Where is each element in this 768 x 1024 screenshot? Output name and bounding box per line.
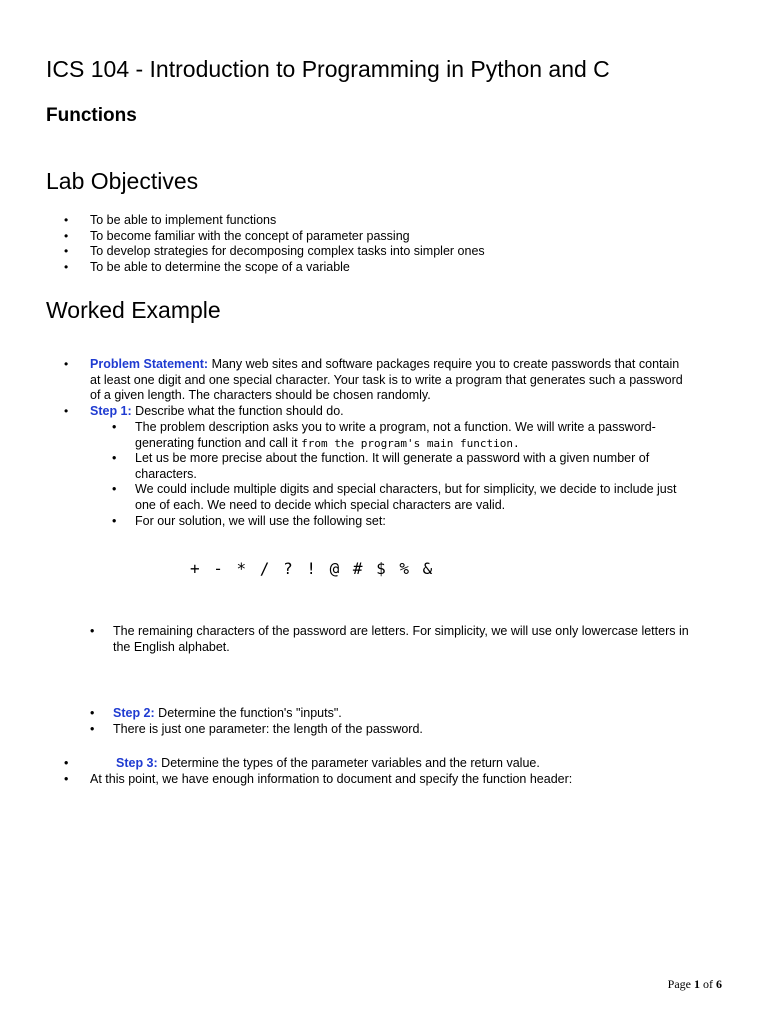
bullet: • bbox=[64, 357, 69, 371]
step-2 bbox=[90, 706, 733, 737]
page-title: ICS 104 - Introduction to Programming in Python and C bbox=[46, 56, 610, 82]
lab-objectives-heading: Lab Objectives bbox=[46, 168, 199, 194]
step-3 bbox=[64, 756, 730, 787]
problem-statement-label: Problem Statement: bbox=[90, 357, 209, 371]
list-item: • Step 3: Determine the types of the parameter variables and the return value. bbox=[64, 756, 540, 770]
list-item: • There is just one parameter: the length of the password. bbox=[90, 721, 423, 736]
worked-example-heading: Worked Example bbox=[46, 297, 221, 323]
list-item: • To become familiar with the concept of parameter passing bbox=[64, 228, 410, 243]
step-3-label: Step 3: bbox=[116, 756, 158, 770]
step-1: • Step 1: Describe what the function should do. bbox=[64, 404, 344, 418]
bullet: • bbox=[64, 404, 69, 418]
step-1-sublist bbox=[112, 420, 730, 529]
page-subtitle: Functions bbox=[46, 105, 137, 126]
page-number: Page 1 of 6 bbox=[667, 977, 722, 991]
list-item: • For our solution, we will use the following set: bbox=[112, 513, 386, 528]
list-item: • Step 2: Determine the function's "inputs". bbox=[90, 706, 342, 720]
special-characters-set: + - * / ? ! @ # $ % & bbox=[190, 559, 434, 578]
step-2-label: Step 2: bbox=[113, 706, 155, 720]
step-1-label: Step 1: bbox=[90, 404, 132, 418]
list-item: • At this point, we have enough information to document and specify the function header: bbox=[64, 771, 573, 786]
list-item: • To develop strategies for decomposing complex tasks into simpler ones bbox=[64, 244, 485, 259]
lab-objectives-list bbox=[64, 213, 730, 275]
list-item: • The problem description asks you to write a program, not a function. We will write a password- generating function and call it from the program's main function. bbox=[112, 420, 656, 450]
remaining-characters: • The remaining characters of the password are letters. For simplicity, we will use only lowercase letters in the English alphabet. bbox=[90, 624, 689, 654]
list-item: • Let us be more precise about the function. It will generate a password with a given number of characters. bbox=[112, 451, 650, 481]
list-item: • To be able to implement functions bbox=[64, 213, 277, 227]
problem-statement: • Problem Statement: Many web sites and software packages require you to create passwords that contain at least one digit and one special character. Your task is to write a program that generates such a password of a given length. The characters should be chosen randomly. bbox=[64, 357, 683, 403]
list-item: • We could include multiple digits and special characters, but for simplicity, we decide to include just one of each. We need to decide which special characters are valid. bbox=[112, 482, 677, 512]
list-item: • To be able to determine the scope of a variable bbox=[64, 259, 350, 274]
